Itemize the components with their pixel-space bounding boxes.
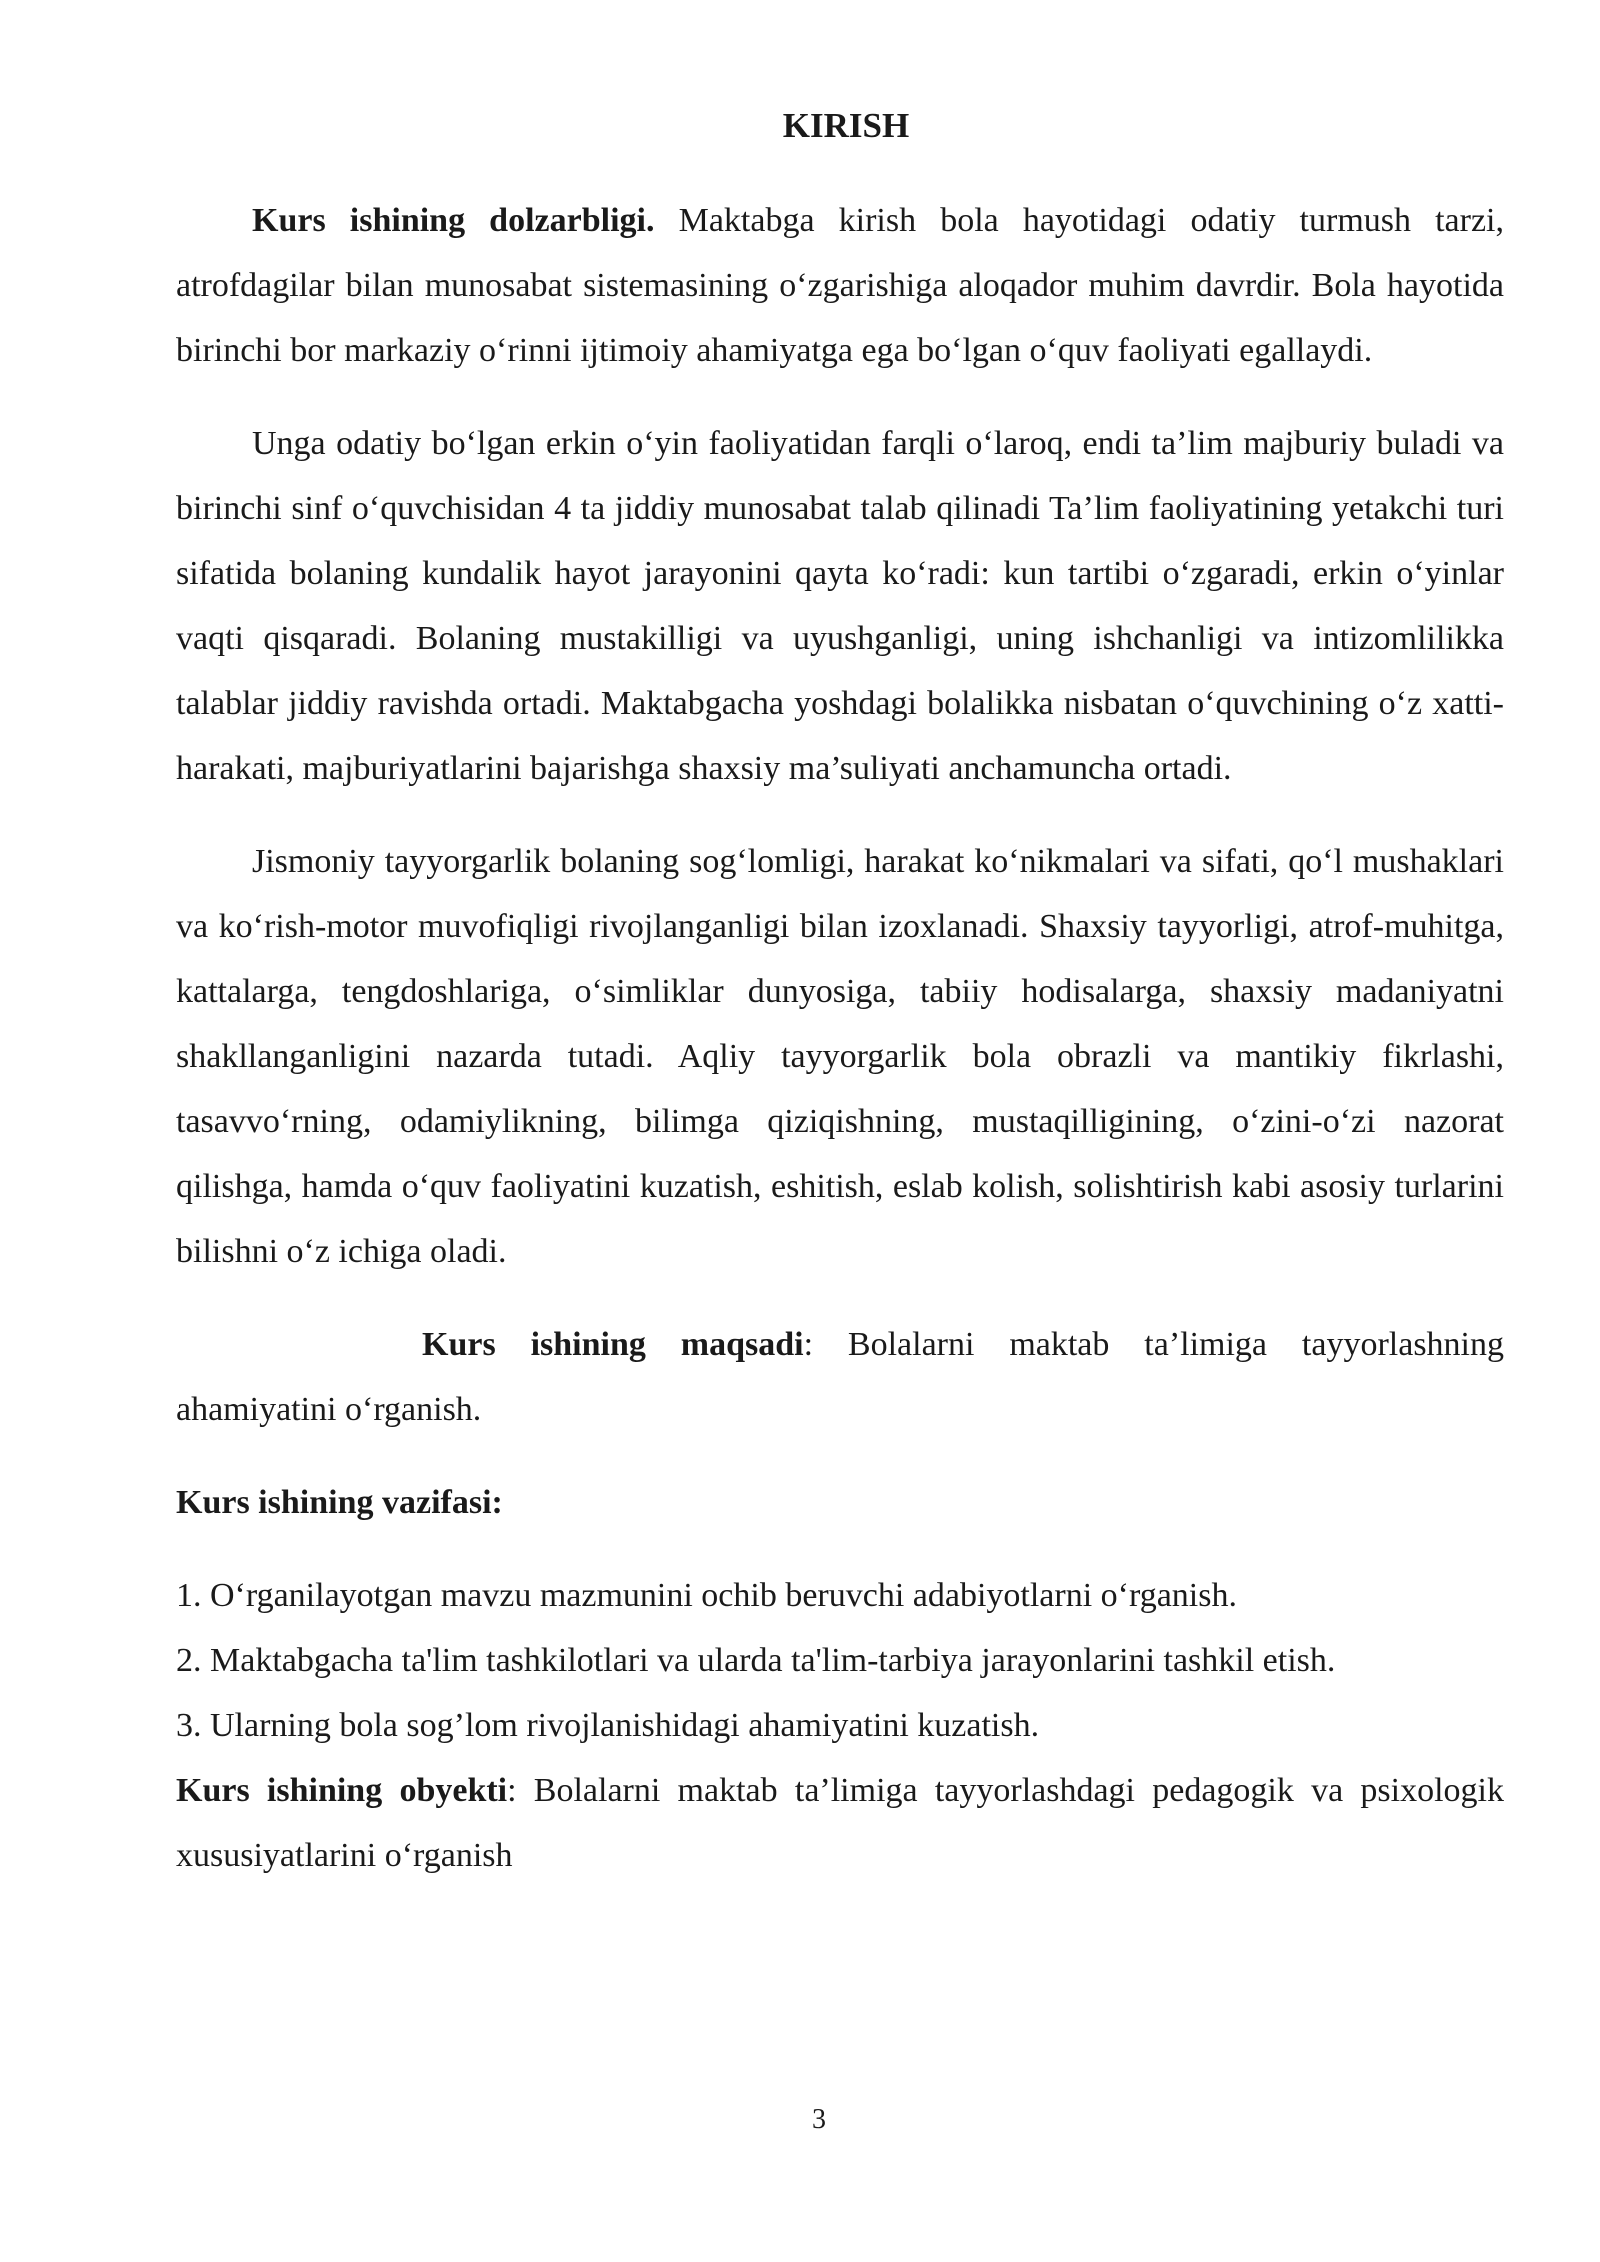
page-number: 3 [812, 2104, 826, 2135]
paragraph-lead: Kurs ishining maqsadi [422, 1326, 804, 1363]
paragraph-object [176, 1758, 1504, 1888]
task-list-item: 2. Maktabgacha ta'lim tashkilotlari va ularda ta'lim-tarbiya jarayonlarini tashkil etish. [176, 1642, 1336, 1679]
page-content [176, 98, 1504, 1888]
paragraph-text: Maktabga kirish bola hayotidagi odatiy turmush tarzi, atrofdagilar bilan munosabat sistemasining o‘zgarishiga aloqador muhim davrdir. Bola hayotida birinchi bor markaziy o‘rinni ijtimoiy ahamiyatga ega bo‘lgan o‘quv faoliyati egallaydi. [176, 202, 1505, 369]
page-title: KIRISH [782, 106, 910, 145]
paragraph-lead: Kurs ishining obyekti [176, 1772, 508, 1809]
paragraph-goal [176, 1312, 1504, 1442]
paragraph-text: : Bolalarni maktab ta’limiga tayyorlashning ahamiyatini o‘rganish. [176, 1326, 1504, 1428]
tasks-heading: Kurs ishining vazifasi: [176, 1484, 503, 1521]
task-list-item: 1. O‘rganilayotgan mavzu mazmunini ochib beruvchi adabiyotlarni o‘rganish. [176, 1577, 1237, 1614]
paragraph-text: : Bolalarni maktab ta’limiga tayyorlashdagi pedagogik va psixologik xususiyatlarini o‘rganish [176, 1772, 1504, 1874]
paragraph-lead: Kurs ishining dolzarbligi. [252, 202, 655, 239]
paragraph-physical-readiness: Jismoniy tayyorgarlik bolaning sog‘lomligi, harakat ko‘nikmalari va sifati, qo‘l mushaklari va ko‘rish-motor muvofiqligi rivojlanganligi bilan izoxlanadi. Shaxsiy tayyorligi, atrof-muhitga, kattalarga, tengdoshlariga, o‘simliklar dunyosiga, tabiiy hodisalarga, shaxsiy madaniyatni shakllanganligini nazarda tutadi. Aqliy tayyorgarlik bola obrazli va mantikiy fikrlashi, tasavvo‘rning, odamiylikning, bilimga qiziqishning, mustaqilligining, o‘zini-o‘zi nazorat qilishga, hamda o‘quv faoliyatini kuzatish, eshitish, eslab kolish, solishtirish kabi asosiy turlarini bilishni o‘z ichiga oladi. [176, 843, 1504, 1270]
paragraph-relevance [176, 188, 1504, 383]
task-list-item: 3. Ularning bola sog’lom rivojlanishidagi ahamiyatini kuzatish. [176, 1707, 1040, 1744]
paragraph-learning-activity: Unga odatiy bo‘lgan erkin o‘yin faoliyatidan farqli o‘laroq, endi ta’lim majburiy buladi va birinchi sinf o‘quvchisidan 4 ta jiddiy munosabat talab qilinadi Ta’lim faoliyatining yetakchi turi sifatida bolaning kundalik hayot jarayonini qayta ko‘radi: kun tartibi o‘zgaradi, erkin o‘yinlar vaqti qisqaradi. Bolaning mustakilligi va uyushganligi, uning ishchanligi va intizomlilikka talablar jiddiy ravishda ortadi. Maktabgacha yoshdagi bolalikka nisbatan o‘quvchining o‘z xatti-harakati, majburiyatlarini bajarishga shaxsiy ma’suliyati anchamuncha ortadi. [176, 425, 1504, 787]
